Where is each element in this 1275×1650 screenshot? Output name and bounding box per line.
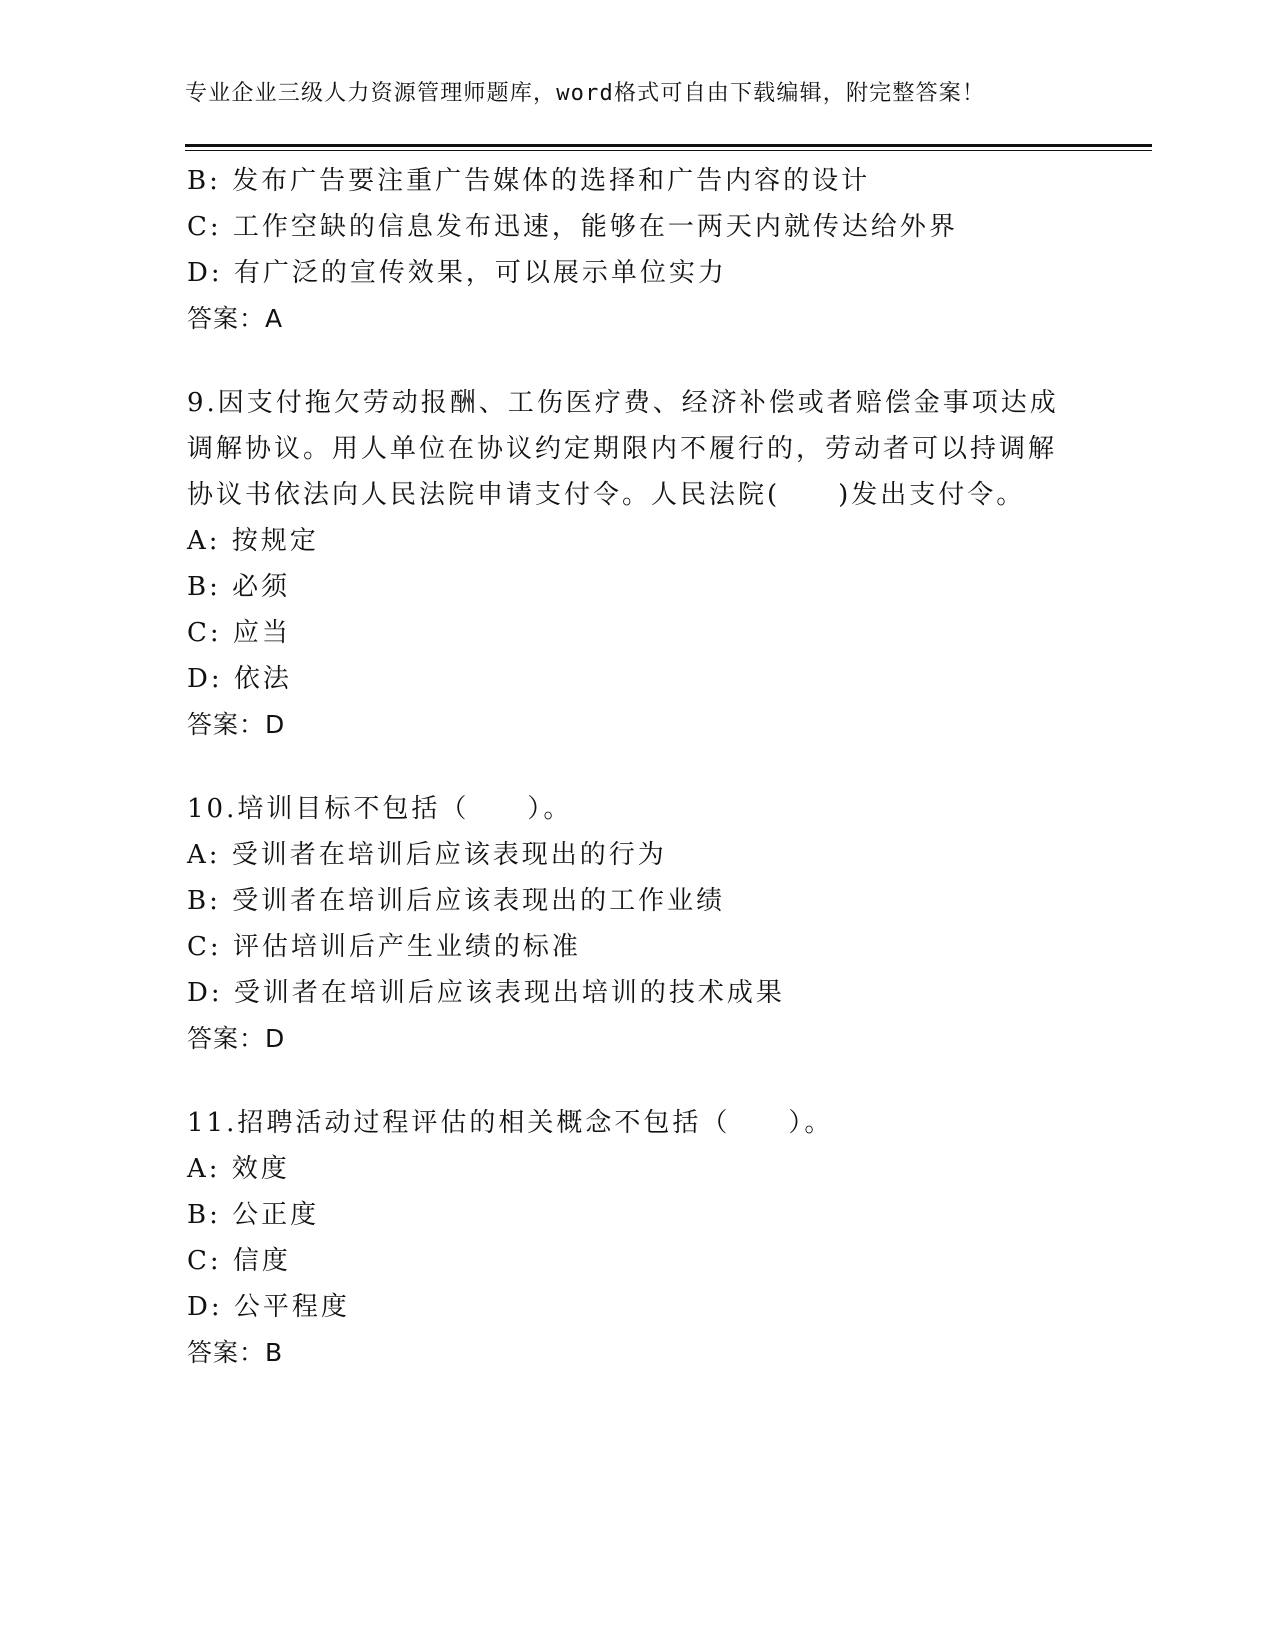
option-c: C: 应当	[187, 618, 291, 648]
header-divider-thin	[185, 150, 1152, 151]
question-stem-line: 调解协议。用人单位在协议约定期限内不履行的，劳动者可以持调解	[187, 434, 1058, 464]
answer: 答案：D	[187, 710, 286, 739]
question-11	[187, 1100, 1087, 1376]
option-c: C: 工作空缺的信息发布迅速，能够在一两天内就传达给外界	[187, 212, 958, 242]
option-a: A: 受训者在培训后应该表现出的行为	[187, 840, 667, 870]
option-b: B: 发布广告要注重广告媒体的选择和广告内容的设计	[187, 166, 871, 196]
question-list	[187, 158, 1087, 1376]
answer: 答案：A	[187, 304, 284, 333]
question-8	[187, 158, 1087, 342]
spacer	[187, 342, 1087, 380]
option-a: A: 按规定	[187, 526, 319, 556]
question-stem-line: 协议书依法向人民法院申请支付令。人民法院( )发出支付令。	[187, 480, 1026, 510]
answer: 答案：D	[187, 1024, 286, 1053]
option-c: C: 信度	[187, 1246, 291, 1276]
spacer	[187, 748, 1087, 786]
question-stem: 11.招聘活动过程评估的相关概念不包括（ ）。	[187, 1108, 834, 1138]
option-b: B: 公正度	[187, 1200, 320, 1230]
spacer	[187, 1062, 1087, 1100]
question-stem: 10.培训目标不包括（ ）。	[187, 794, 573, 824]
option-c: C: 评估培训后产生业绩的标准	[187, 932, 581, 962]
header-divider-thick	[185, 144, 1152, 147]
option-d: D: 受训者在培训后应该表现出培训的技术成果	[187, 978, 785, 1008]
option-b: B: 必须	[187, 572, 291, 602]
option-d: D: 有广泛的宣传效果，可以展示单位实力	[187, 258, 727, 288]
option-b: B: 受训者在培训后应该表现出的工作业绩	[187, 886, 726, 916]
option-d: D: 依法	[187, 664, 292, 694]
option-d: D: 公平程度	[187, 1292, 350, 1322]
answer: 答案：B	[187, 1338, 284, 1367]
question-stem-line: 9.因支付拖欠劳动报酬、工伤医疗费、经济补偿或者赔偿金事项达成	[187, 388, 1059, 418]
question-9	[187, 380, 1087, 748]
page-header: 专业企业三级人力资源管理师题库，word格式可自由下载编辑，附完整答案！	[185, 81, 986, 106]
question-10	[187, 786, 1087, 1062]
option-a: A: 效度	[187, 1154, 290, 1184]
